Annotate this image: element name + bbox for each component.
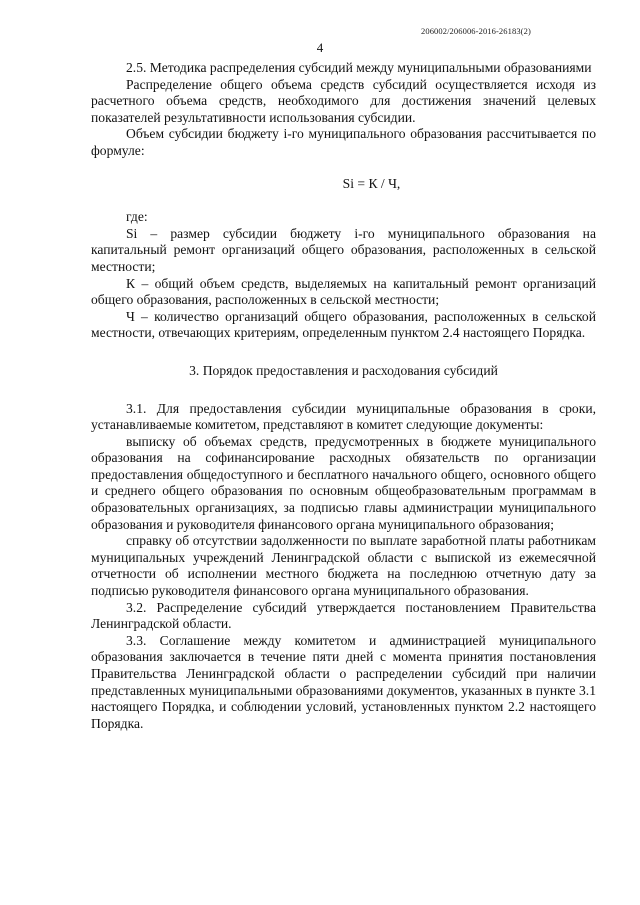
document-body xyxy=(91,60,596,732)
section-3-heading: 3. Порядок предоставления и расходования субсидий xyxy=(189,362,498,378)
definition-ch: Ч – количество организаций общего образования, расположенных в сельской местности, отвечающих критериям, определенным пунктом 2.4 настоящего Порядка. xyxy=(91,308,596,341)
definition-si: Si – размер субсидии бюджету i-го муниципального образования на капитальный ремонт организаций общего образования, расположенных в сельской местности; xyxy=(91,225,596,274)
section-3-1-item-statement: выписку об объемах средств, предусмотренных в бюджете муниципального образования на софинансирование расходных обязательств по организации предоставления общедоступного и бесплатного начального общего, основного общего и среднего общего образования по основным общеобразовательным программам в образовательных организациях, за подписью главы администрации муниципального образования и руководителя финансового органа муниципального образования; xyxy=(91,433,596,532)
document-id: 206002/206006-2016-26183(2) xyxy=(421,26,531,36)
page-number: 4 xyxy=(316,40,324,55)
formula-where-label: где: xyxy=(126,209,148,225)
section-2-5-paragraph-2: Объем субсидии бюджету i-го муниципального образования рассчитывается по формуле: xyxy=(91,126,596,158)
definition-k: К – общий объем средств, выделяемых на капитальный ремонт организаций общего образования, расположенных в сельской местности; xyxy=(91,275,596,308)
section-3-1: 3.1. Для предоставления субсидии муниципальные образования в сроки, устанавливаемые комитетом, представляют в комитет следующие документы: xyxy=(91,400,596,433)
section-3-2: 3.2. Распределение субсидий утверждается постановлением Правительства Ленинградской области. xyxy=(91,599,596,632)
subsidy-formula: Si = К / Ч, xyxy=(342,175,401,191)
section-3-3: 3.3. Соглашение между комитетом и администрацией муниципального образования заключается в течение пяти дней с момента принятия постановления Правительства Ленинградской области о распределении субсидий при наличии представленных муниципальными образованиями документов, указанных в пункте 3.1 настоящего Порядка, и соблюдении условий, установленных пунктом 2.2 настоящего Порядка. xyxy=(91,632,596,731)
section-3-1-item-certificate: справку об отсутствии задолженности по выплате заработной платы работникам муниципальных учреждений Ленинградской области с выпиской из ежемесячной отчетности об исполнении местного бюджета на последнюю отчетную дату за подписью руководителя финансового органа муниципального образования. xyxy=(91,533,596,599)
section-2-5-title: 2.5. Методика распределения субсидий между муниципальными образованиями xyxy=(126,60,592,75)
section-2-5-paragraph-1: Распределение общего объема средств субсидий осуществляется исходя из расчетного объема средств, необходимого для достижения значений целевых показателей результативности использования субсидии. xyxy=(91,76,596,125)
